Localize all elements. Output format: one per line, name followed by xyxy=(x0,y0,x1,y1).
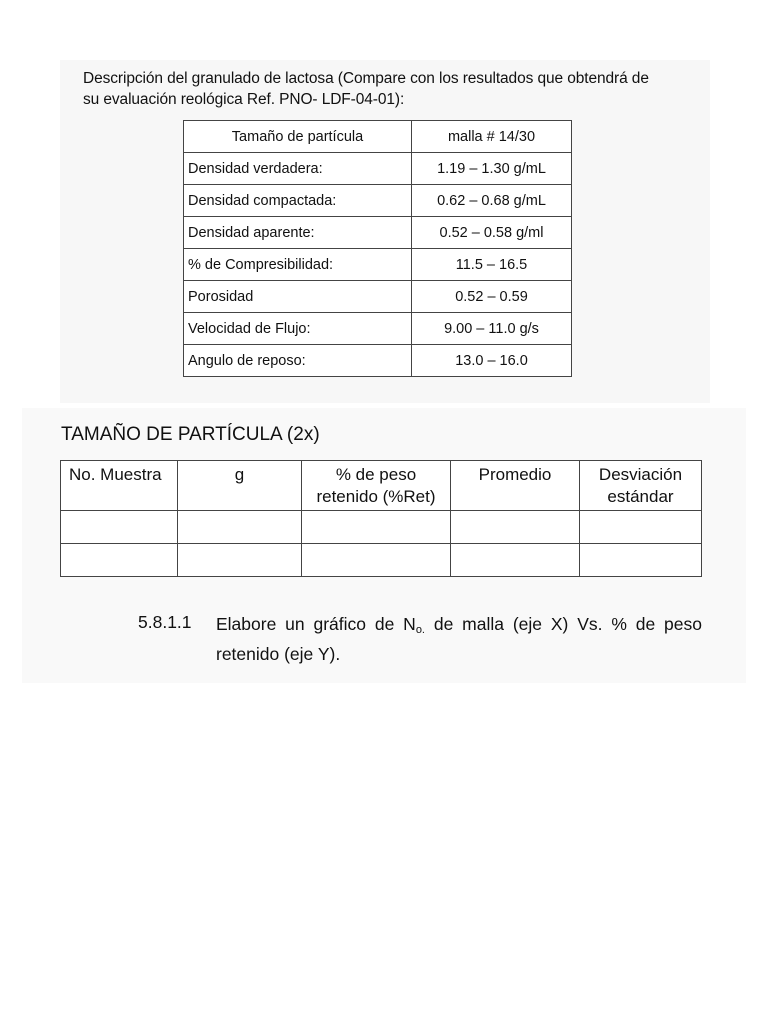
step-instruction xyxy=(216,612,702,666)
header-line: retenido (%Ret) xyxy=(316,487,436,506)
table-row xyxy=(184,153,572,185)
empty-cell xyxy=(302,511,451,544)
value-cell: 11.5 – 16.5 xyxy=(412,249,572,281)
value-cell: 13.0 – 16.0 xyxy=(412,345,572,377)
table-row xyxy=(184,313,572,345)
empty-cell xyxy=(178,511,302,544)
empty-cell xyxy=(61,511,178,544)
header-retained-weight xyxy=(302,461,451,511)
property-cell: Porosidad xyxy=(184,281,412,313)
table-row xyxy=(61,544,702,577)
property-cell: Velocidad de Flujo: xyxy=(184,313,412,345)
property-cell: Densidad verdadera: xyxy=(184,153,412,185)
intro-line-1: Descripción del granulado de lactosa (Compare con los resultados que obtendrá de xyxy=(83,70,649,87)
intro-line-2: su evaluación reológica Ref. PNO- LDF-04-01): xyxy=(83,91,405,108)
table-header-row xyxy=(184,121,572,153)
header-grams: g xyxy=(178,461,302,511)
instruction-text-part: de malla (eje X) Vs. % de peso retenido (eje Y). xyxy=(216,614,702,664)
step-number: 5.8.1.1 xyxy=(138,612,192,632)
empty-cell xyxy=(580,511,702,544)
header-line: Desviación xyxy=(598,465,683,484)
header-line: estándar xyxy=(607,487,674,506)
empty-cell xyxy=(178,544,302,577)
empty-cell xyxy=(302,544,451,577)
value-cell: 1.19 – 1.30 g/mL xyxy=(412,153,572,185)
table-row xyxy=(184,217,572,249)
granulate-properties-table xyxy=(183,120,572,377)
table-row xyxy=(184,185,572,217)
empty-cell xyxy=(61,544,178,577)
value-cell: 9.00 – 11.0 g/s xyxy=(412,313,572,345)
table-row xyxy=(184,249,572,281)
intro-paragraph xyxy=(83,68,693,110)
section-title: TAMAÑO DE PARTÍCULA (2x) xyxy=(61,424,320,445)
value-cell: 0.62 – 0.68 g/mL xyxy=(412,185,572,217)
property-cell: Densidad compactada: xyxy=(184,185,412,217)
empty-cell xyxy=(451,511,580,544)
empty-cell xyxy=(451,544,580,577)
instruction-text-part: Elabore un gráfico de N xyxy=(216,614,416,634)
value-cell: 0.52 – 0.58 g/ml xyxy=(412,217,572,249)
table-row xyxy=(184,281,572,313)
header-std-deviation xyxy=(580,461,702,511)
value-cell: 0.52 – 0.59 xyxy=(412,281,572,313)
property-cell: % de Compresibilidad: xyxy=(184,249,412,281)
header-average: Promedio xyxy=(451,461,580,511)
property-cell: Tamaño de partícula xyxy=(184,121,412,153)
empty-cell xyxy=(580,544,702,577)
table-row xyxy=(61,511,702,544)
value-cell: malla # 14/30 xyxy=(412,121,572,153)
header-sample-number: No. Muestra xyxy=(61,461,178,511)
instruction-subscript: o. xyxy=(415,624,425,636)
table-row xyxy=(184,345,572,377)
property-cell: Angulo de reposo: xyxy=(184,345,412,377)
particle-size-table xyxy=(60,460,702,577)
header-line: % de peso xyxy=(335,465,417,484)
property-cell: Densidad aparente: xyxy=(184,217,412,249)
table-header-row xyxy=(61,461,702,511)
